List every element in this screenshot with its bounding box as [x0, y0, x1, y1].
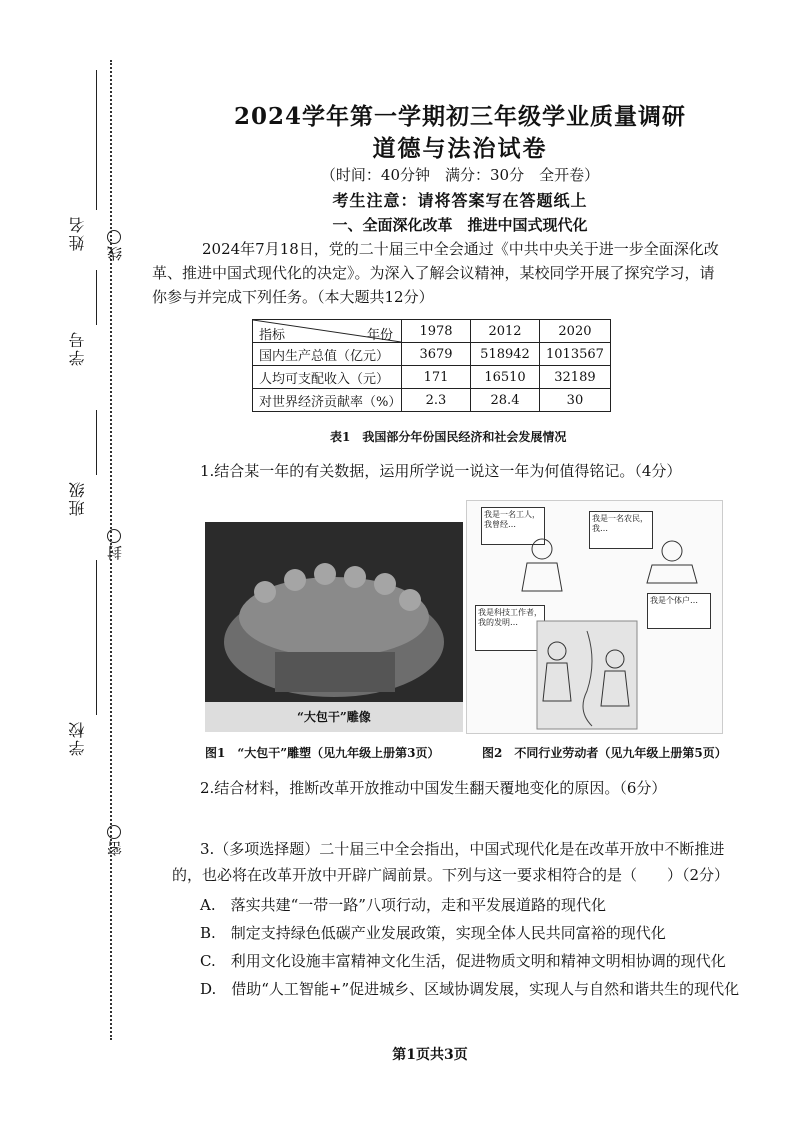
- name-label: 姓名: [68, 215, 87, 251]
- speech-bubble: 我是一名工人，我曾经…: [481, 507, 545, 545]
- sculpture-photo: [205, 522, 463, 732]
- seal-circle-icon: [108, 230, 122, 244]
- option-a: A. 落实共建“一带一路”八项行动，走和平发展道路的现代化: [200, 896, 606, 914]
- page-footer: 第1页共3页: [392, 1047, 468, 1063]
- table-header-row: [253, 320, 611, 343]
- seal-circle-icon: [108, 529, 122, 543]
- speech-bubble: 我是一名农民，我…: [589, 511, 653, 549]
- exam-title: 2024学年第一学期初三年级学业质量调研: [233, 103, 686, 130]
- school-fill-line: [96, 560, 97, 715]
- option-c: C. 利用文化设施丰富精神文化生活，促进物质文明和精神文明相协调的现代化: [200, 952, 726, 970]
- seal-seal-marker: [104, 527, 125, 560]
- economy-table: [252, 319, 611, 412]
- table-cell: 28.4: [471, 389, 540, 412]
- exam-subtitle: 道德与法治试卷: [372, 135, 548, 162]
- class-fill-line: [96, 410, 97, 475]
- table-cell: 171: [402, 366, 471, 389]
- figure-1-caption: 图1 “大包干”雕塑（见九年级上册第3页）: [205, 746, 440, 760]
- student-id-label: 学号: [68, 330, 87, 366]
- row-label: 人均可支配收入（元）: [253, 366, 402, 389]
- speech-bubble: 我是个体户…: [647, 593, 711, 629]
- speech-bubble: 我是科技工作者，我的发明…: [475, 605, 545, 651]
- table-cell: 16510: [471, 366, 540, 389]
- intro-line-2: 革、推进中国式现代化的决定》。为深入了解会议精神，某校同学开展了探究学习，请: [152, 264, 715, 282]
- question-2: 2.结合材料，推断改革开放推动中国发生翻天覆地变化的原因。（6分）: [200, 779, 667, 797]
- corner-label-year: 年份: [366, 328, 393, 343]
- year-header: 2020: [540, 320, 611, 343]
- figure-2-caption: 图2 不同行业劳动者（见九年级上册第5页）: [482, 746, 727, 760]
- sculpture-image-icon: [205, 522, 463, 732]
- year-header: 1978: [402, 320, 471, 343]
- option-d: D. 借助“人工智能+”促进城乡、区域协调发展，实现人与自然和谐共生的现代化: [200, 980, 740, 998]
- seal-line-text: 线: [106, 246, 124, 261]
- corner-label-indicator: 指标: [259, 328, 286, 343]
- table-row: [253, 366, 611, 389]
- name-fill-line: [96, 70, 97, 210]
- table-cell: 32189: [540, 366, 611, 389]
- option-b: B. 制定支持绿色低碳产业发展政策，实现全体人民共同富裕的现代化: [200, 924, 666, 942]
- workers-comic: [466, 500, 723, 734]
- section-heading: 一、全面深化改革 推进中国式现代化: [332, 216, 588, 234]
- seal-circle-icon: [108, 825, 122, 839]
- table-cell: 3679: [402, 343, 471, 366]
- student-id-fill-line: [96, 270, 97, 325]
- table-caption: 表1 我国部分年份国民经济和社会发展情况: [330, 430, 567, 444]
- row-label: 对世界经济贡献率（%）: [253, 389, 402, 412]
- school-label: 学校: [68, 720, 87, 756]
- table-cell: 1013567: [540, 343, 611, 366]
- seal-line-marker: [104, 228, 125, 261]
- class-label: 班级: [68, 480, 87, 516]
- table-row: [253, 343, 611, 366]
- table-corner-cell: [253, 320, 402, 343]
- intro-line-3: 你参与并完成下列任务。（本大题共12分）: [152, 288, 434, 306]
- year-header: 2012: [471, 320, 540, 343]
- question-3-line-1: 3.（多项选择题）二十届三中全会指出，中国式现代化是在改革开放中不断推进: [200, 840, 725, 858]
- table-cell: 30: [540, 389, 611, 412]
- seal-secret-text: 密: [106, 841, 124, 856]
- seal-seal-text: 封: [106, 545, 124, 560]
- table-row: [253, 389, 611, 412]
- exam-meta: （时间：40分钟 满分：30分 全开卷）: [320, 166, 600, 184]
- row-label: 国内生产总值（亿元）: [253, 343, 402, 366]
- table-cell: 2.3: [402, 389, 471, 412]
- seal-secret-marker: [104, 823, 125, 856]
- question-3-line-2: 的，也必将在改革开放中开辟广阔前景。下列与这一要求相符合的是（ ）（2分）: [172, 866, 730, 884]
- exam-notice: 考生注意：请将答案写在答题纸上: [332, 191, 588, 210]
- photo-label: “大包干”雕像: [297, 710, 371, 724]
- question-1: 1.结合某一年的有关数据，运用所学说一说这一年为何值得铭记。（4分）: [200, 462, 682, 480]
- table-cell: 518942: [471, 343, 540, 366]
- intro-line-1: 2024年7月18日，党的二十届三中全会通过《中共中央关于进一步全面深化改: [202, 240, 719, 258]
